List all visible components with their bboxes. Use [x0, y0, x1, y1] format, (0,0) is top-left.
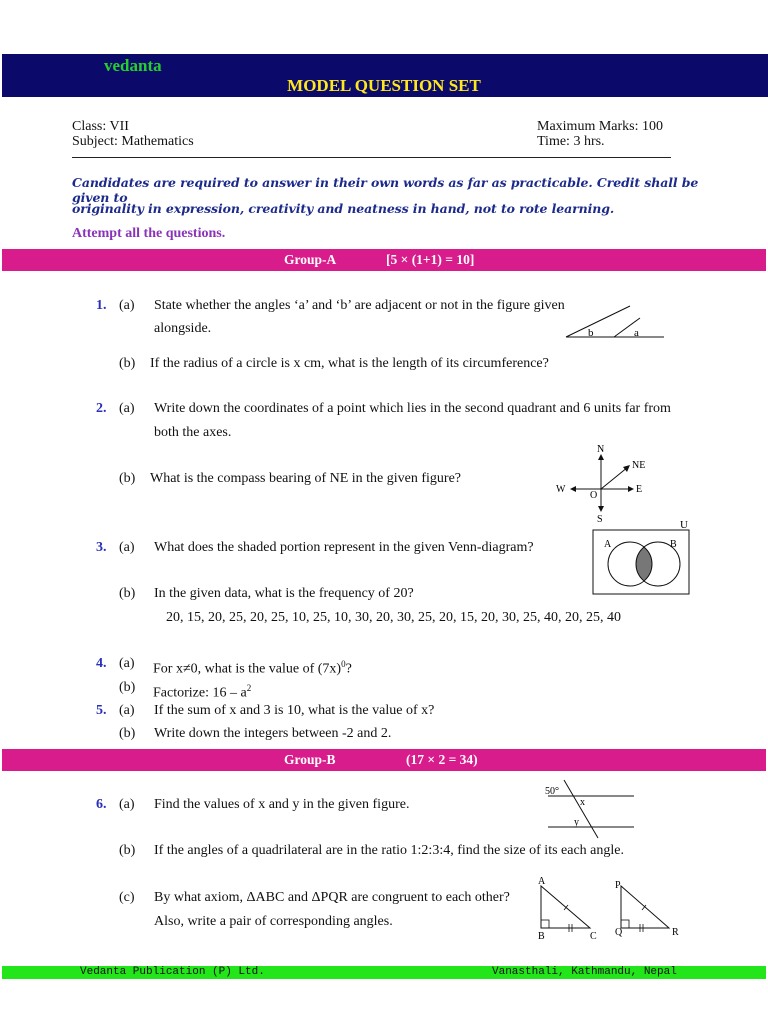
- time-allowed: Time: 3 hrs.: [537, 134, 605, 149]
- question-text: What does the shaded portion represent in the given Venn-diagram?: [154, 540, 534, 555]
- compass-n-label: N: [597, 444, 605, 455]
- class-info: Class: VII: [72, 119, 129, 134]
- question-number: 5.: [96, 703, 107, 718]
- triangle-a-label: A: [538, 876, 546, 887]
- question-number: 3.: [96, 540, 107, 555]
- header-divider: [72, 157, 671, 158]
- triangle-c-label: C: [590, 931, 597, 942]
- group-a-marks: [5 × (1+1) = 10]: [386, 252, 475, 267]
- group-a-title: Group-A: [284, 252, 337, 267]
- congruent-triangles-figure: [532, 872, 692, 942]
- venn-a-label: A: [604, 539, 612, 550]
- question-text: alongside.: [154, 321, 212, 336]
- triangle-q-label: Q: [615, 927, 623, 938]
- question-text: State whether the angles ‘a’ and ‘b’ are adjacent or not in the figure given: [154, 298, 565, 313]
- triangle-p-label: P: [615, 880, 621, 891]
- instruction-line-2: originality in expression, creativity and neatness in hand, not to rote learning.: [72, 201, 615, 216]
- footer-bar: [2, 966, 766, 979]
- triangle-r-label: R: [672, 927, 679, 938]
- max-marks: Maximum Marks: 100: [537, 119, 663, 134]
- group-a-bar: [2, 249, 766, 271]
- angle-a-label: a: [634, 327, 639, 339]
- question-number: 2.: [96, 401, 107, 416]
- angle-50-label: 50°: [545, 786, 559, 797]
- compass-o-label: O: [590, 490, 598, 501]
- question-text: both the axes.: [154, 425, 232, 440]
- venn-b-label: B: [670, 539, 677, 550]
- question-number: 1.: [96, 298, 107, 313]
- part-label: (b): [119, 843, 136, 858]
- question-text: If the sum of x and 3 is 10, what is the value of x?: [154, 703, 435, 718]
- part-label: (c): [119, 890, 135, 905]
- part-label: (b): [119, 356, 136, 371]
- footer-address: Vanasthali, Kathmandu, Nepal: [492, 966, 677, 978]
- question-text: In the given data, what is the frequency of 20?: [154, 586, 414, 601]
- brand-name: vedanta: [104, 56, 162, 75]
- instruction-line-1: Candidates are required to answer in their own words as far as practicable. Credit shall be given to: [72, 175, 699, 205]
- part-label: (b): [119, 726, 136, 741]
- triangle-b-label: B: [538, 931, 545, 942]
- attempt-instruction: Attempt all the questions.: [72, 226, 226, 241]
- data-values: 20, 15, 20, 25, 20, 25, 10, 25, 10, 30, 20, 30, 25, 20, 15, 20, 30, 25, 40, 20, 25, 40: [166, 610, 621, 625]
- question-text: If the radius of a circle is x cm, what is the length of its circumference?: [150, 356, 549, 371]
- question-text: For x≠0, what is the value of $(7x)^0$?: [153, 659, 352, 677]
- question-text: If the angles of a quadrilateral are in the ratio 1:2:3:4, find the size of its each angle.: [154, 843, 624, 858]
- part-label: (a): [119, 797, 135, 812]
- question-number: 6.: [96, 797, 107, 812]
- question-text: Also, write a pair of corresponding angles.: [154, 914, 393, 929]
- venn-diagram: [590, 518, 694, 596]
- subject-info: Subject: Mathematics: [72, 134, 194, 149]
- question-text: Find the values of x and y in the given figure.: [154, 797, 410, 812]
- group-b-title: Group-B: [284, 752, 336, 767]
- angle-b-label: b: [588, 327, 594, 339]
- part-label: (b): [119, 680, 136, 695]
- compass-ne-label: NE: [632, 460, 646, 471]
- question-number: 4.: [96, 656, 107, 671]
- question-text: What is the compass bearing of NE in the given figure?: [150, 471, 462, 486]
- question-text: Factorize: $16 - a^2$: [153, 683, 252, 701]
- parallel-lines-figure: [540, 778, 640, 840]
- part-label: (b): [119, 471, 136, 486]
- venn-u-label: U: [680, 519, 688, 531]
- part-label: (a): [119, 656, 135, 671]
- group-b-marks: (17 × 2 = 34): [406, 752, 478, 767]
- page-title: MODEL QUESTION SET: [287, 76, 481, 95]
- angle-y-label: y: [574, 817, 579, 828]
- part-label: (b): [119, 586, 136, 601]
- compass-e-label: E: [636, 484, 643, 495]
- question-text: Write down the coordinates of a point which lies in the second quadrant and 6 units far from: [154, 401, 671, 416]
- question-text: By what axiom, ΔABC and ΔPQR are congruent to each other?: [154, 890, 510, 905]
- footer-publisher: Vedanta Publication (P) Ltd.: [80, 966, 265, 978]
- group-b-bar: [2, 749, 766, 771]
- compass-w-label: W: [556, 484, 566, 495]
- part-label: (a): [119, 298, 135, 313]
- part-label: (a): [119, 540, 135, 555]
- compass-s-label: S: [597, 514, 603, 525]
- question-text: Write down the integers between -2 and 2.: [154, 726, 392, 741]
- compass-figure: [550, 442, 660, 526]
- adjacent-angles-figure: [560, 300, 670, 342]
- angle-x-label: x: [580, 797, 585, 808]
- part-label: (a): [119, 703, 135, 718]
- part-label: (a): [119, 401, 135, 416]
